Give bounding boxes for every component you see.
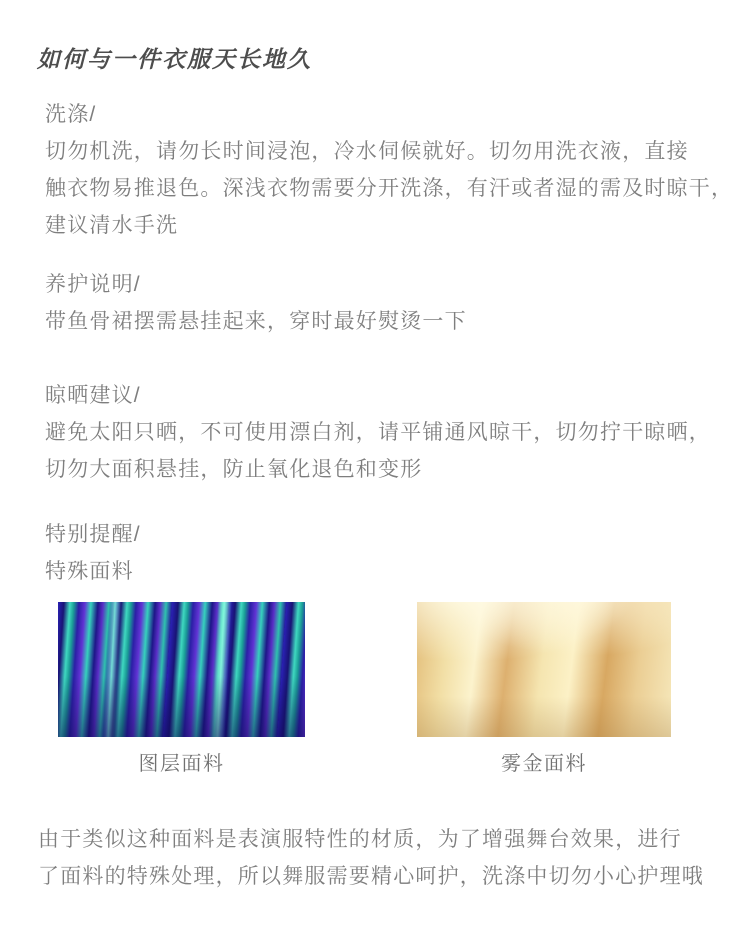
page-title: 如何与一件衣服天长地久 [37,46,312,72]
gold-satin-fabric-image [417,602,671,737]
section-care-line: 带鱼骨裙摆需悬挂起来，穿时最好熨烫一下 [45,310,467,333]
section-special-reminder [45,516,750,590]
iridescent-blue-fabric-image [58,602,305,737]
section-special-reminder-heading: 特别提醒/ [45,523,141,546]
section-washing-line: 建议清水手洗 [45,214,179,237]
section-drying-heading: 晾晒建议/ [45,384,141,407]
fabric-sample-layer [58,602,305,777]
fabric-samples-row [0,602,750,777]
section-washing [45,96,750,244]
section-care [45,266,750,340]
footer-note [38,821,750,895]
section-washing-line: 触衣物易推退色。深浅衣物需要分开洗涤，有汗或者湿的需及时晾干， [45,177,734,200]
section-special-reminder-line: 特殊面料 [45,560,134,583]
fabric-label-mist-gold: 雾金面料 [501,753,587,775]
section-drying-line: 切勿大面积悬挂，防止氧化退色和变形 [45,458,423,481]
fabric-sample-mist-gold [417,602,671,777]
section-drying-line: 避免太阳只晒，不可使用漂白剂，请平铺通风晾干，切勿拧干晾晒， [45,421,711,444]
section-drying [45,377,750,488]
footer-note-line: 了面料的特殊处理，所以舞服需要精心呵护，洗涤中切勿小心护理哦 [38,865,704,888]
section-washing-heading: 洗涤/ [45,103,97,126]
section-washing-line: 切勿机洗，请勿长时间浸泡，冷水伺候就好。切勿用洗衣液，直接 [45,140,689,163]
fabric-label-layer: 图层面料 [138,753,225,775]
footer-note-line: 由于类似这种面料是表演服特性的材质，为了增强舞台效果，进行 [38,828,682,851]
section-care-heading: 养护说明/ [45,273,141,296]
